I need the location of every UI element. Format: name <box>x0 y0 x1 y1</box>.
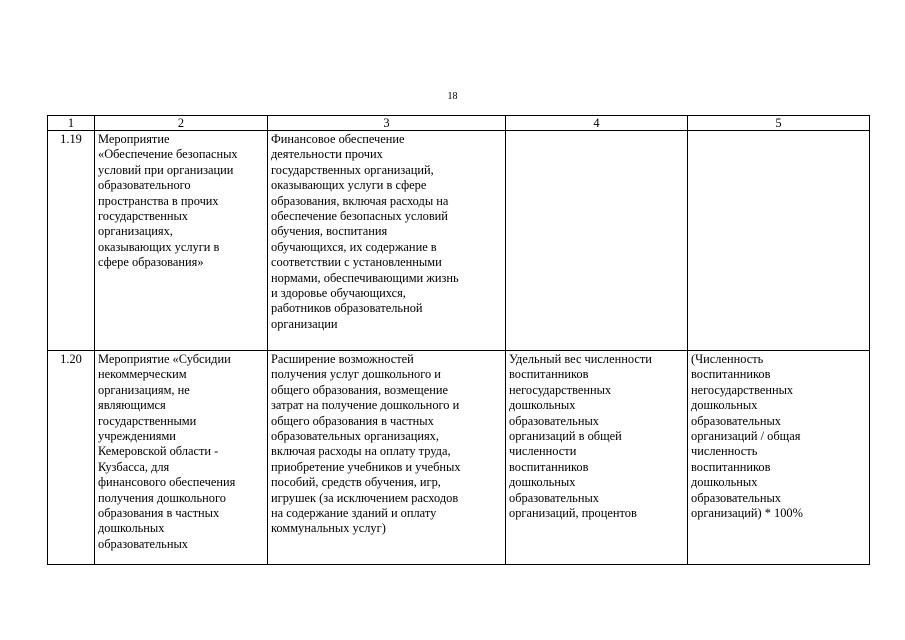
indicator-formula: (Численность воспитанников негосударственных дошкольных образовательных организаций / общая численность воспитанников дошкольных образовательных организаций) * 100% <box>688 351 870 565</box>
table-row <box>48 351 870 565</box>
header-col-4: 4 <box>506 116 688 131</box>
measure-description: Расширение возможностей получения услуг дошкольного и общего образования, возмещение затрат на получение дошкольного и общего образования в частных образовательных организациях, включая расходы на оплату труда, приобретение учебников и учебных пособий, средств обучения, игр, игрушек (за исключением расходов на содержание зданий и оплату коммунальных услуг) <box>268 351 506 565</box>
header-col-5: 5 <box>688 116 870 131</box>
header-col-3: 3 <box>268 116 506 131</box>
indicator-formula <box>688 131 870 351</box>
table-row <box>48 131 870 351</box>
header-col-2: 2 <box>95 116 268 131</box>
measure-description: Финансовое обеспечение деятельности прочих государственных организаций, оказывающих услуги в сфере образования, включая расходы на обеспечение безопасных условий обучения, воспитания обучающихся, их содержание в соответствии с установленными нормами, обеспечивающими жизнь и здоровье обучающихся, работников образовательной организации <box>268 131 506 351</box>
header-col-1: 1 <box>48 116 95 131</box>
row-number: 1.20 <box>48 351 95 565</box>
row-number: 1.19 <box>48 131 95 351</box>
table-header-row <box>48 116 870 131</box>
measure-name: Мероприятие «Обеспечение безопасных условий при организации образовательного пространства в прочих государственных организациях, оказывающих услуги в сфере образования» <box>95 131 268 351</box>
measure-name: Мероприятие «Субсидии некоммерческим организациям, не являющимся государственными учреждениями Кемеровской области - Кузбасса, для финансового обеспечения получения дошкольного образования в частных дошкольных образовательных <box>95 351 268 565</box>
indicator-name: Удельный вес численности воспитанников негосударственных дошкольных образовательных организаций в общей численности воспитанников дошкольных образовательных организаций, процентов <box>506 351 688 565</box>
indicator-name <box>506 131 688 351</box>
indicators-table <box>47 115 870 565</box>
page-number: 18 <box>447 91 458 102</box>
